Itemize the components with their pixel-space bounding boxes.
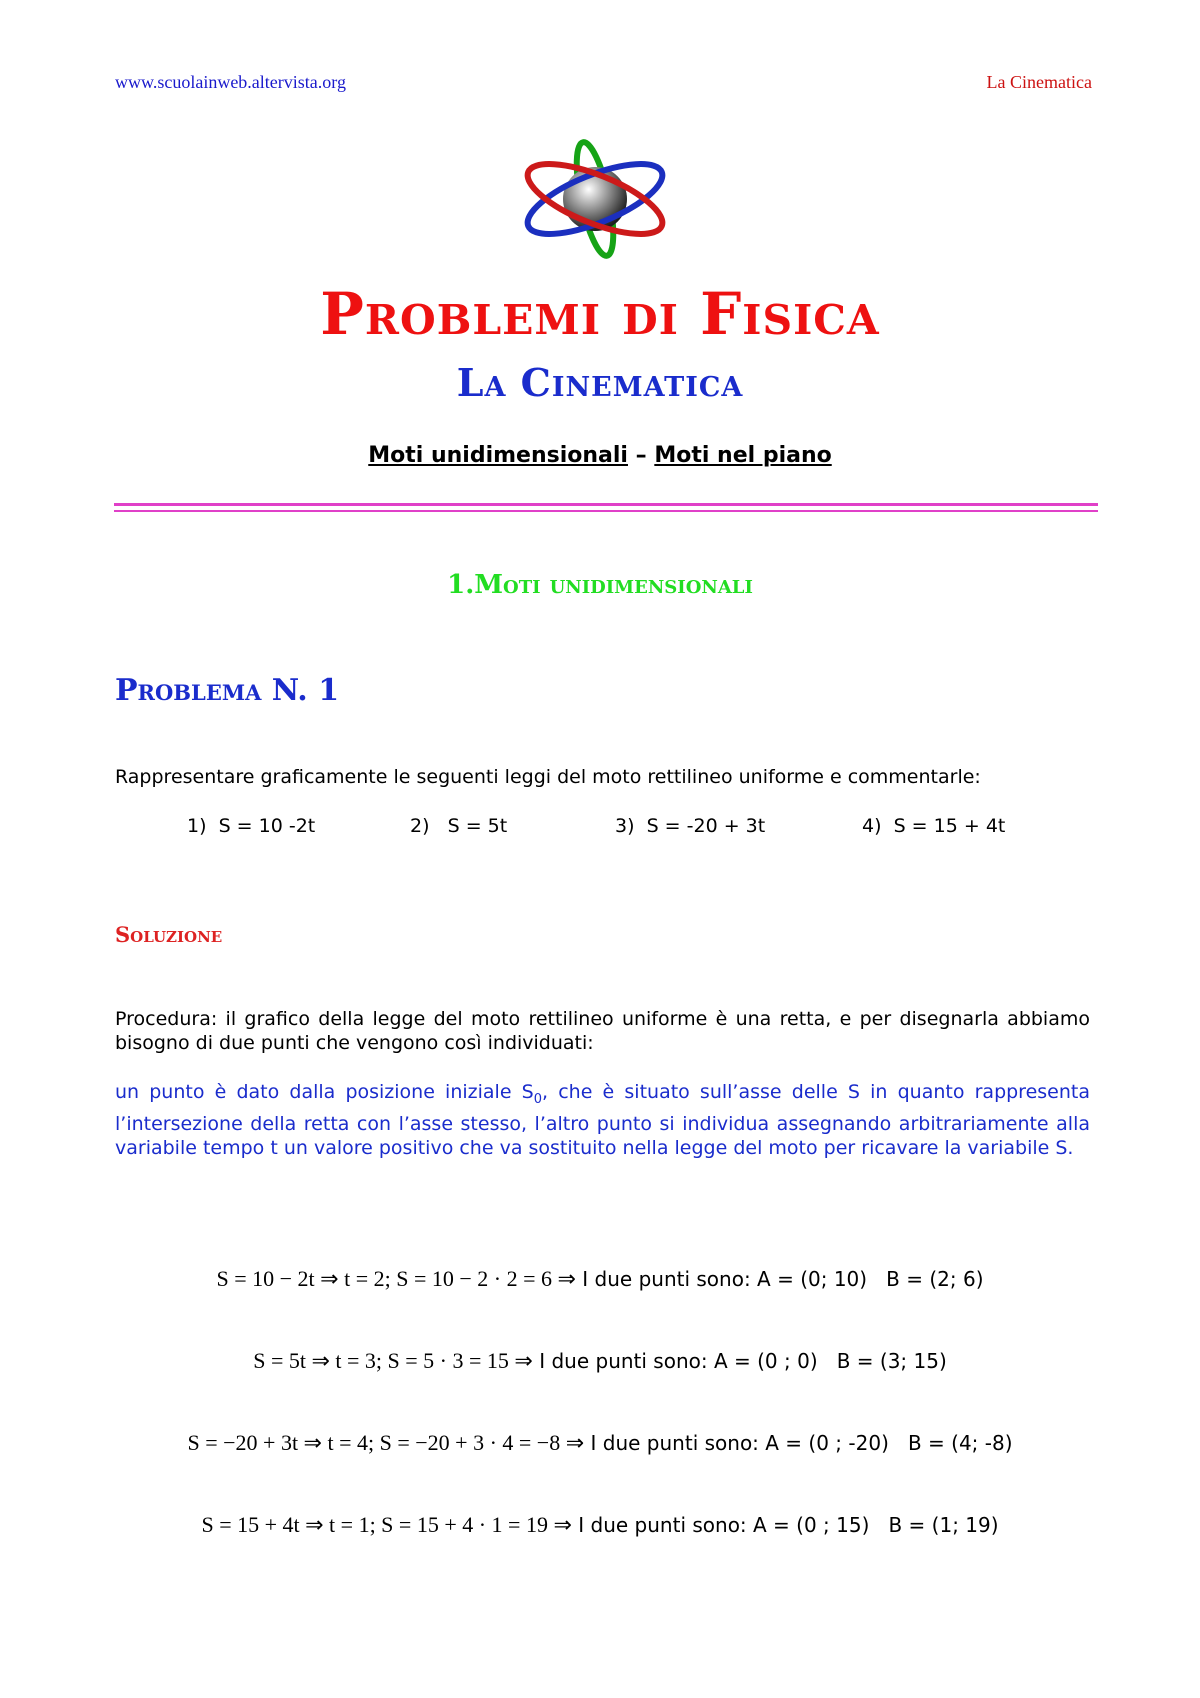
- formula-line-2: [0, 1348, 1200, 1374]
- law-item-2: 2) S = 5t: [410, 815, 508, 837]
- formula-result: I due punti sono: A = (0; 10) B = (2; 6): [575, 1267, 984, 1291]
- topic-separator: –: [627, 443, 655, 468]
- explanation-subscript: 0: [533, 1091, 543, 1107]
- problem-prompt: Rappresentare graficamente le seguenti leggi del moto rettilineo uniforme e commentarle:: [115, 766, 981, 788]
- procedure-paragraph: Procedura: il grafico della legge del moto rettilineo uniforme è una retta, e per disegnarla abbiamo bisogno di due punti che vengono così individuati:: [115, 1008, 1090, 1054]
- divider-top: [114, 503, 1098, 506]
- law-item-3: 3) S = -20 + 3t: [615, 815, 766, 837]
- section-heading: 1.Moti unidimensionali: [447, 570, 753, 600]
- formula-math: S = 15 + 4t ⇒ t = 1; S = 15 + 4 · 1 = 19 ⇒: [201, 1512, 572, 1537]
- explanation-paragraph: [115, 1080, 1090, 1160]
- formula-math: S = −20 + 3t ⇒ t = 4; S = −20 + 3 · 4 = −8 ⇒: [187, 1430, 585, 1455]
- explanation-text-end: , che è situato sull’asse delle S in quanto rappresenta l’intersezione della retta con l’asse stesso, l’altro punto si individua assegnando arbitrariamente alla variabile tempo t un valore positivo che va sostituito nella legge del moto per ricavare la variabile S.: [115, 1081, 1090, 1159]
- problem-heading: Problema N. 1: [115, 673, 340, 708]
- solution-heading: Soluzione: [115, 922, 223, 947]
- formula-result: I due punti sono: A = (0 ; 0) B = (3; 15): [532, 1349, 947, 1373]
- formula-result: I due punti sono: A = (0 ; 15) B = (1; 19): [571, 1513, 999, 1537]
- header-topic: La Cinematica: [986, 72, 1092, 92]
- header-website-link[interactable]: www.scuolainweb.altervista.org: [115, 72, 346, 92]
- page-subtitle: La Cinematica: [456, 360, 744, 405]
- topic-plane: Moti nel piano: [654, 443, 832, 468]
- formula-line-1: [0, 1266, 1200, 1292]
- atom-logo-icon: [520, 138, 670, 260]
- formula-line-4: [0, 1512, 1200, 1538]
- formula-result: I due punti sono: A = (0 ; -20) B = (4; -8): [584, 1431, 1013, 1455]
- formula-math: S = 10 − 2t ⇒ t = 2; S = 10 − 2 · 2 = 6 ⇒: [216, 1266, 576, 1291]
- law-item-4: 4) S = 15 + 4t: [862, 815, 1006, 837]
- topic-unidimensional: Moti unidimensionali: [368, 443, 628, 468]
- formula-line-3: [0, 1430, 1200, 1456]
- divider-bottom: [114, 510, 1098, 512]
- formula-math: S = 5t ⇒ t = 3; S = 5 · 3 = 15 ⇒: [253, 1348, 533, 1373]
- explanation-text-start: un punto è dato dalla posizione iniziale S: [115, 1081, 534, 1103]
- law-item-1: 1) S = 10 -2t: [187, 815, 316, 837]
- topics-line: [0, 443, 1200, 468]
- page-title: Problemi di Fisica: [320, 280, 880, 348]
